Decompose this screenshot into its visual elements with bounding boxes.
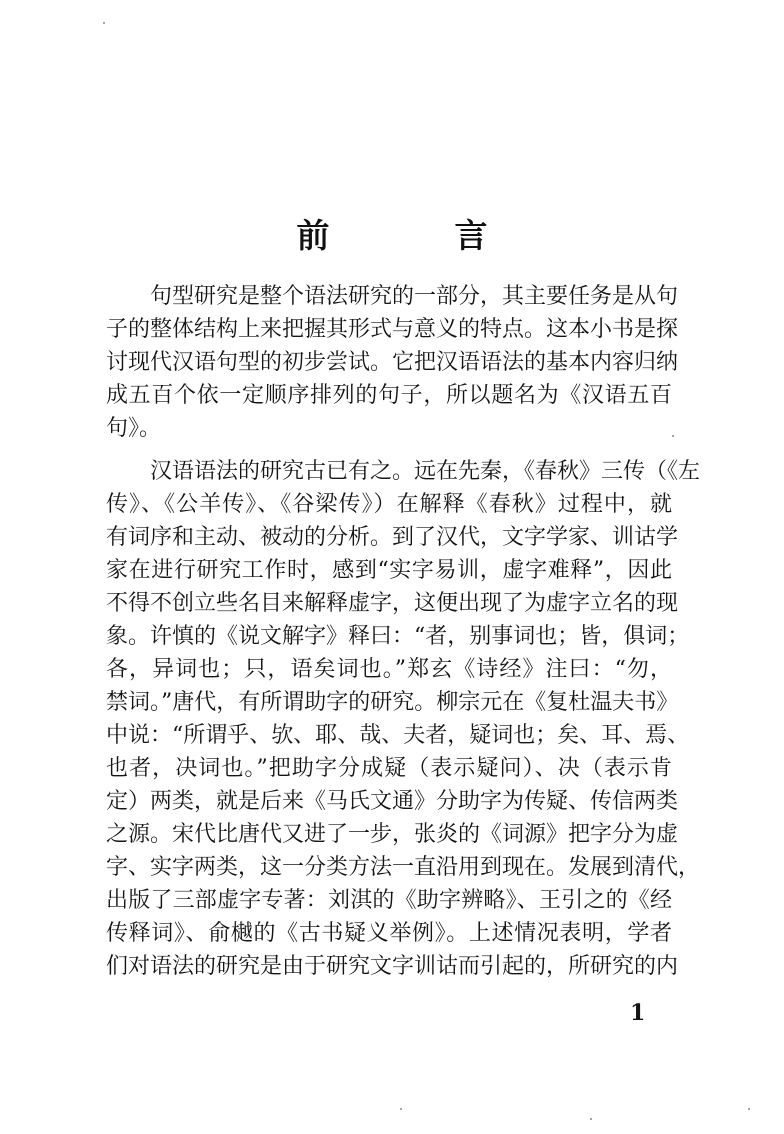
text-line: 出版了三部虚字专著：刘淇的《助字辨略》、王引之的《经: [106, 888, 672, 913]
text-line: 也者，决词也。”把助字分成疑（表示疑问）、决（表示肯: [106, 756, 672, 781]
text-line: 家在进行研究工作时，感到“实字易训，虚字难释”，因此: [106, 558, 672, 583]
text-line: 字、实字两类，这一分类方法一直沿用到现在。发展到清代，: [106, 855, 701, 880]
text-line: 不得不创立些名目来解释虚字，这便出现了为虚字立名的现: [106, 591, 679, 616]
page-title: 前 言: [296, 216, 534, 255]
body-text: [106, 280, 701, 983]
scan-speck: [103, 22, 105, 24]
text-line: 句》。: [106, 416, 162, 441]
text-line: 象。许慎的《说文解字》释曰：“者，别事词也；皆，俱词；: [106, 624, 690, 649]
text-line: 传》、《公羊传》、《谷梁传》）在解释《春秋》过程中，就: [106, 492, 672, 517]
scan-speck: [590, 1118, 592, 1120]
text-line: 传释词》、俞樾的《古书疑义举例》。上述情况表明，学者: [106, 921, 672, 946]
text-line: 各，异词也；只，语矣词也。”郑玄《诗经》注曰：“勿，: [106, 657, 672, 682]
scan-speck: [400, 1108, 402, 1110]
text-line: 定）两类，就是后来《马氏文通》分助字为传疑、传信两类: [106, 789, 679, 814]
page-number: 1: [630, 1000, 646, 1026]
text-line: 成五百个依一定顺序排列的句子，所以题名为《汉语五百: [106, 383, 672, 408]
text-line: 禁词。”唐代，有所谓助字的研究。柳宗元在《复杜温夫书》: [106, 690, 679, 715]
scan-speck: [672, 435, 674, 437]
text-line: 有词序和主动、被动的分析。到了汉代，文字学家、训诂学: [106, 525, 679, 550]
text-line: 汉语语法的研究古已有之。远在先秦，《春秋》三传（《左: [150, 459, 701, 484]
text-line: 中说：“所谓乎、欤、耶、哉、夫者，疑词也；矣、耳、焉、: [106, 723, 690, 748]
text-line: 之源。宋代比唐代又进了一步，张炎的《词源》把字分为虚: [106, 822, 679, 847]
scan-speck: [748, 1108, 750, 1110]
text-line: 子的整体结构上来把握其形式与意义的特点。这本小书是探: [106, 317, 679, 342]
text-line: 句型研究是整个语法研究的一部分，其主要任务是从句: [150, 284, 679, 309]
text-line: 讨现代汉语句型的初步尝试。它把汉语语法的基本内容归纳: [106, 350, 679, 375]
paragraph-2: [106, 455, 701, 983]
text-line: 们对语法的研究是由于研究文字训诂而引起的，所研究的内: [106, 954, 679, 979]
paragraph-1: [106, 280, 679, 445]
